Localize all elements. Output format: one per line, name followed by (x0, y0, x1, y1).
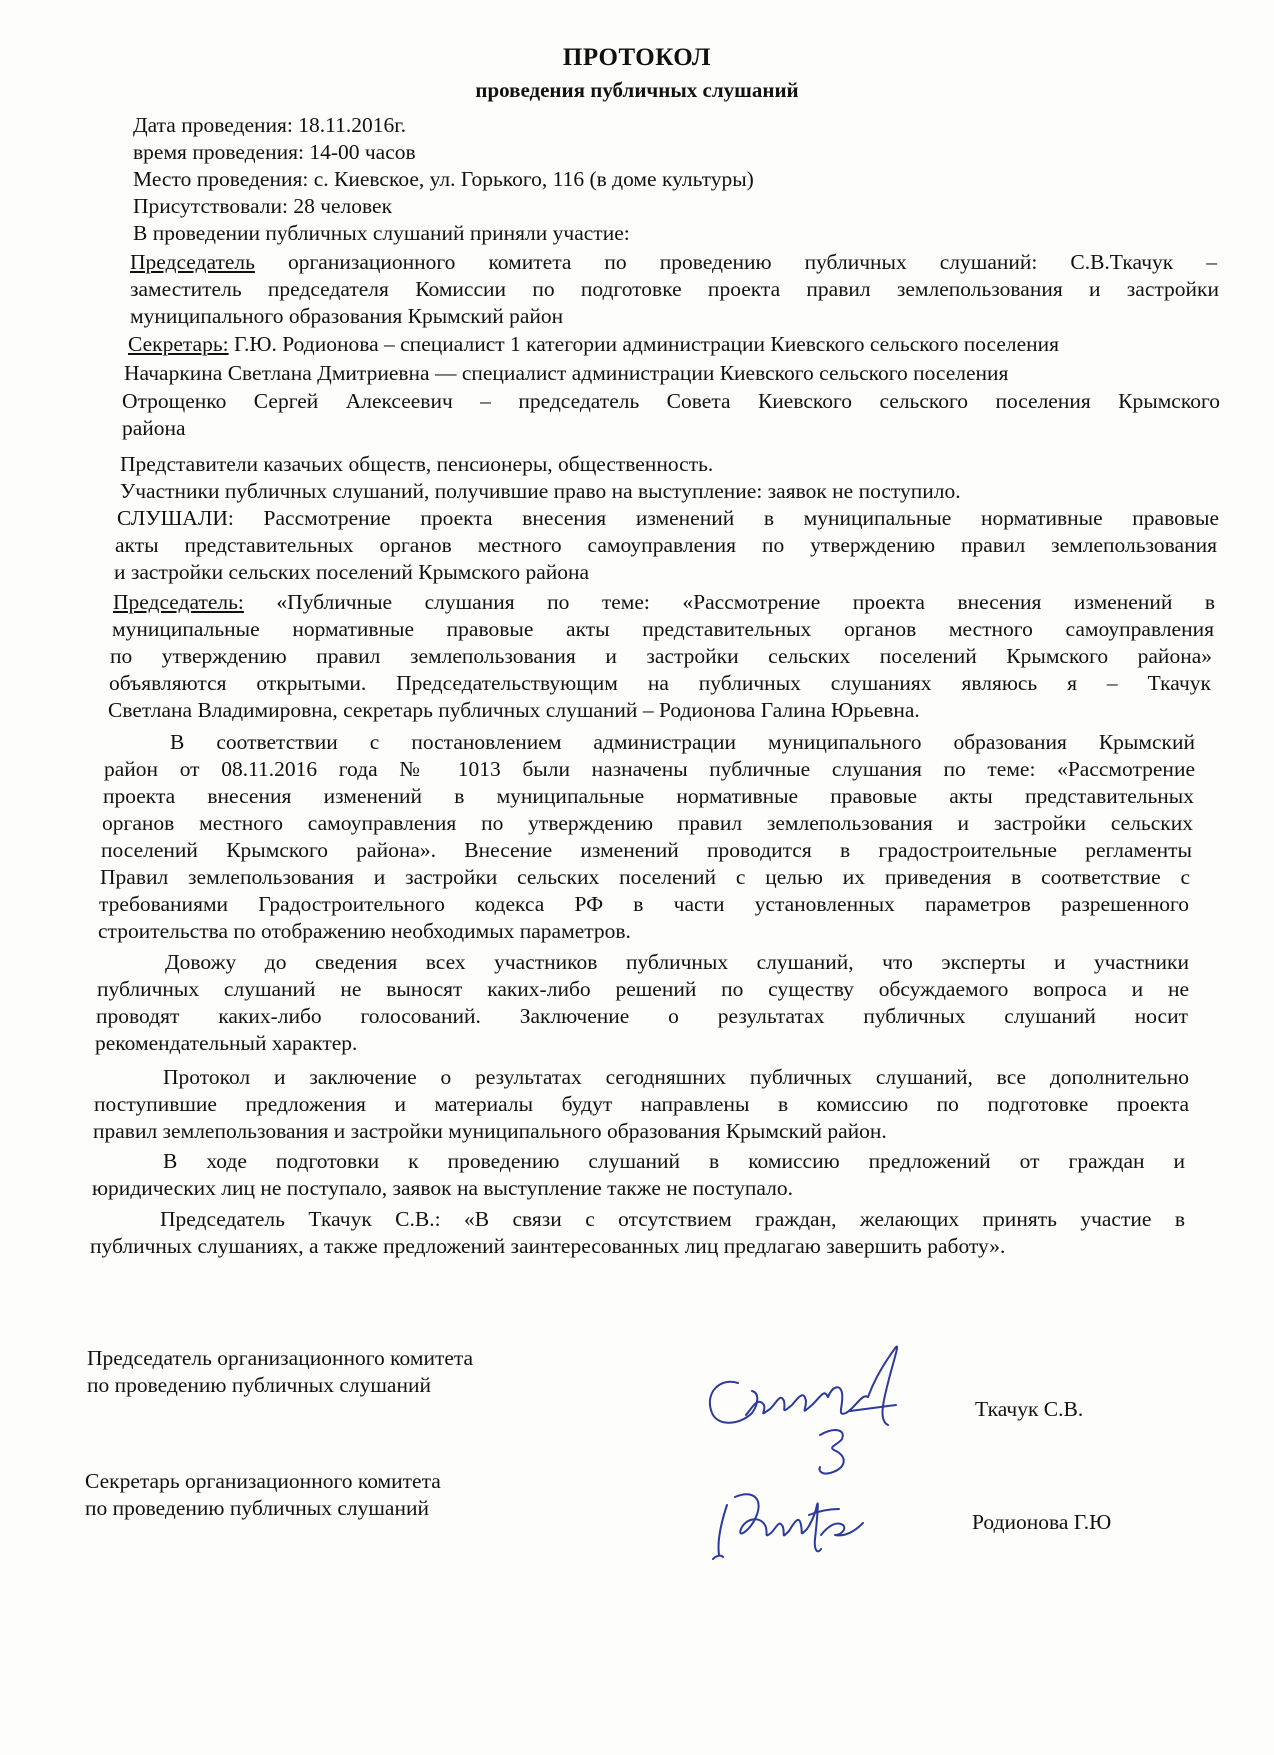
heard-line-3: и застройки сельских поселений Крымского района (114, 560, 590, 584)
chair-speech-label: Председатель: (113, 590, 244, 614)
chair-line-2: заместитель председателя Комиссии по подготовке проекта правил землепользования и застройки (130, 277, 1219, 301)
chair-line-3: муниципального образования Крымский район (130, 304, 564, 328)
notice-line: проводят каких-либо голосований. Заключение о результатах публичных слушаний носит (96, 1004, 1188, 1028)
member-otroschenko-cont: района (122, 416, 186, 440)
secretary-signature-title-2: по проведению публичных слушаний (85, 1496, 429, 1520)
preparation-line: В ходе подготовки к проведению слушаний в комиссию предложений от граждан и (163, 1149, 1185, 1173)
speakers-note: Участники публичных слушаний, получившие право на выступление: заявок не поступило. (120, 479, 961, 503)
meeting-date: Дата проведения: 18.11.2016г. (133, 113, 406, 137)
secretary-signature-title-1: Секретарь организационного комитета (85, 1469, 441, 1493)
resolution-line: требованиями Градостроительного кодекса РФ в части установленных параметров разрешенного (99, 892, 1189, 916)
heard-line-2: акты представительных органов местного самоуправления по утверждению правил землепользования (115, 533, 1217, 557)
chair-label: Председатель (130, 250, 255, 274)
meeting-time: время проведения: 14-00 часов (133, 140, 416, 164)
document-title: ПРОТОКОЛ (562, 44, 712, 71)
resolution-line: органов местного самоуправления по утверждению правил землепользования и застройки сельских (102, 811, 1193, 835)
notice-line: публичных слушаний не выносят каких-либо решений по существу обсуждаемого вопроса и не (97, 977, 1189, 1001)
heard-line-1: СЛУШАЛИ: Рассмотрение проекта внесения изменений в муниципальные нормативные правовые (117, 506, 1219, 530)
protocol-line: поступившие предложения и материалы будут направлены в комиссию по подготовке проекта (94, 1092, 1189, 1116)
secretary-line: Секретарь: Г.Ю. Родионова – специалист 1 категории администрации Киевского сельского поселения (128, 332, 1060, 356)
closing-line: публичных слушаниях, а также предложений заинтересованных лиц предлагаю завершить работу». (90, 1234, 1006, 1258)
notice-line: Довожу до сведения всех участников публичных слушаний, что эксперты и участники (165, 950, 1189, 974)
secretary-label: Секретарь: (128, 332, 229, 356)
resolution-line: район от 08.11.2016 года № 1013 были назначены публичные слушания по теме: «Рассмотрение (104, 757, 1195, 781)
resolution-line: Правил землепользования и застройки сельских поселений с целью их приведения в соответствие с (100, 865, 1190, 889)
document-subtitle: проведения публичных слушаний (475, 78, 799, 102)
member-nacharkina: Начаркина Светлана Дмитриевна –– специалист администрации Киевского сельского поселения (124, 361, 1009, 385)
resolution-line: В соответствии с постановлением администрации муниципального образования Крымский (170, 730, 1195, 754)
chair-signature-title-2: по проведению публичных слушаний (87, 1373, 431, 1397)
secretary-signature-name: Родионова Г.Ю (972, 1510, 1112, 1534)
chair-signature-name: Ткачук С.В. (975, 1397, 1084, 1421)
resolution-line: проекта внесения изменений в муниципальные нормативные правовые акты представительных (103, 784, 1194, 808)
chair-speech-line-1: Председатель: «Публичные слушания по теме: «Рассмотрение проекта внесения изменений в (113, 590, 1215, 614)
chair-speech-line-5: Светлана Владимировна, секретарь публичных слушаний – Родионова Галина Юрьевна. (108, 698, 920, 722)
attendance-count: Присутствовали: 28 человек (133, 194, 393, 218)
notice-line: рекомендательный характер. (95, 1031, 358, 1055)
meeting-place: Место проведения: с. Киевское, ул. Горького, 116 (в доме культуры) (133, 167, 754, 191)
protocol-line: Протокол и заключение о результатах сегодняшних публичных слушаний, все дополнительно (163, 1065, 1189, 1089)
chair-handwritten-signature (700, 1335, 930, 1480)
member-otroschenko: Отрощенко Сергей Алексеевич – председатель Совета Киевского сельского поселения Крымского (122, 389, 1220, 413)
chair-speech-line-4: объявляются открытыми. Председательствующим на публичных слушаниях являюсь я – Ткачук (109, 671, 1211, 695)
chair-line-1: Председатель организационного комитета по проведению публичных слушаний: С.В.Ткачук – (130, 250, 1217, 274)
representatives: Представители казачьих обществ, пенсионеры, общественность. (120, 452, 714, 476)
secretary-handwritten-signature (705, 1475, 880, 1565)
chair-signature-title-1: Председатель организационного комитета (87, 1346, 474, 1370)
preparation-line: юридических лиц не поступало, заявок на выступление также не поступало. (92, 1176, 793, 1200)
resolution-line: строительства по отображению необходимых параметров. (98, 919, 631, 943)
participants-intro: В проведении публичных слушаний приняли участие: (133, 221, 630, 245)
closing-line: Председатель Ткачук С.В.: «В связи с отсутствием граждан, желающих принять участие в (160, 1207, 1185, 1231)
resolution-line: поселений Крымского района». Внесение изменений проводится в градостроительные регламенты (101, 838, 1192, 862)
chair-speech-line-3: по утверждению правил землепользования и застройки сельских поселений Крымского района» (110, 644, 1212, 668)
protocol-line: правил землепользования и застройки муниципального образования Крымский район. (93, 1119, 887, 1143)
chair-speech-line-2: муниципальные нормативные правовые акты представительных органов местного самоуправления (112, 617, 1214, 641)
